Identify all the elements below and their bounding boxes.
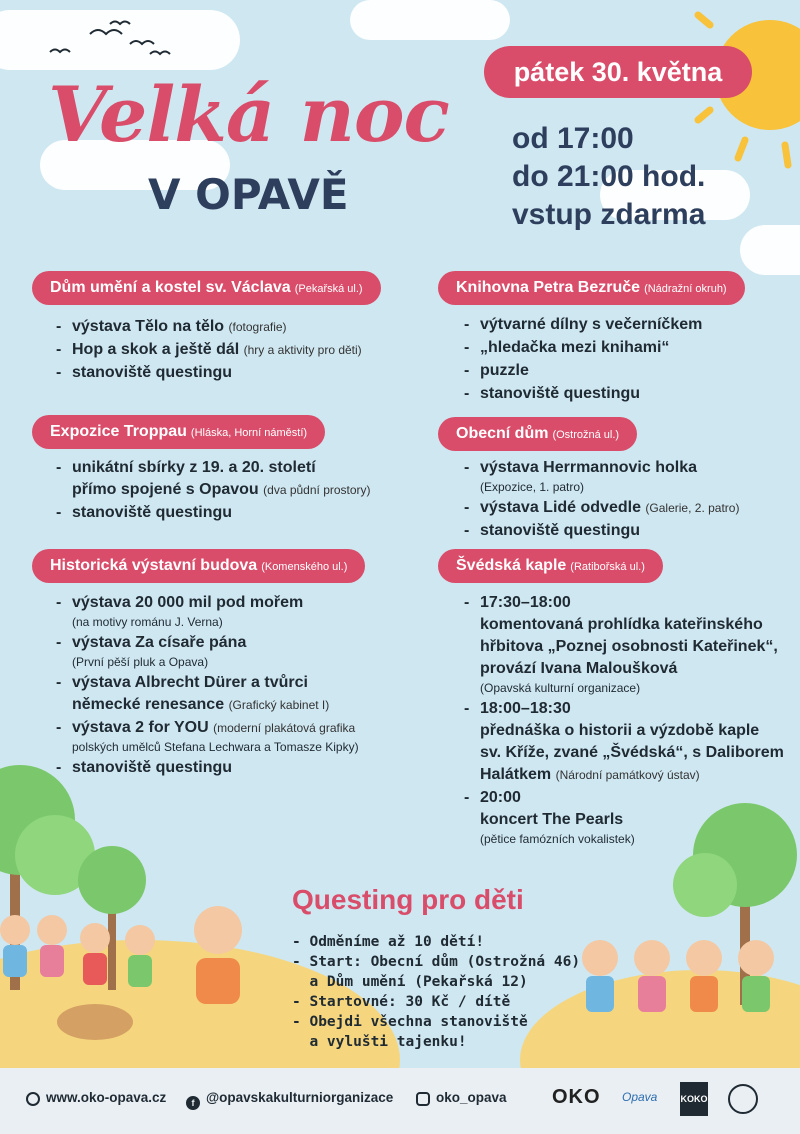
venue-historicka <box>32 549 365 583</box>
questing-line: - Startovné: 30 Kč / dítě <box>292 994 511 1010</box>
list-item: - stanoviště questingu <box>464 383 784 405</box>
venue-list-knihovna <box>464 314 784 406</box>
questing-line: - Odměníme až 10 dětí! <box>292 934 485 950</box>
list-item: - výstava 20 000 mil pod mořem (na motivy románu J. Verna) <box>56 592 426 631</box>
cloud <box>740 225 800 275</box>
venue-address: (Pekařská ul.) <box>294 283 363 295</box>
globe-icon <box>26 1092 40 1106</box>
questing-line: - Obejdi všechna stanoviště <box>292 1014 528 1030</box>
venue-list-historicka <box>56 592 426 780</box>
cloud <box>350 0 510 40</box>
list-item: - Hop a skok a ještě dál (hry a aktivity pro děti) <box>56 339 416 361</box>
venue-name: Knihovna Petra Bezruče <box>456 279 641 296</box>
time-to: do 21:00 hod. <box>512 160 706 193</box>
entry-free: vstup zdarma <box>512 198 706 231</box>
questing-line: - Start: Obecní dům (Ostrožná 46) <box>292 954 581 970</box>
list-item: - puzzle <box>464 360 784 382</box>
venue-address: (Nádražní okruh) <box>644 283 727 295</box>
list-item: - výstava 2 for YOU (moderní plakátová grafika polských umělců Stefana Lechwara a Tomasze Kipky) <box>56 717 426 756</box>
venue-dum-umeni <box>32 271 381 305</box>
list-item: - stanoviště questingu <box>56 362 416 384</box>
questing-info <box>292 932 580 1052</box>
facebook-icon: f <box>186 1096 200 1110</box>
time-from: od 17:00 <box>512 122 634 155</box>
venue-list-troppau <box>56 457 416 525</box>
instagram-link[interactable]: oko_opava <box>416 1090 507 1106</box>
museum-logo <box>728 1084 758 1114</box>
event-subtitle: V OPAVĚ <box>148 170 349 219</box>
questing-title: Questing pro děti <box>292 884 524 915</box>
list-item: - výtvarné dílny s večerníčkem <box>464 314 784 336</box>
list-item: - výstava Herrmannovic holka (Expozice, 1. patro) <box>464 457 784 496</box>
questing-line: a vylušti tajenku! <box>292 1034 467 1050</box>
venue-name: Švédská kaple <box>456 557 567 574</box>
list-item: - „hledačka mezi knihami“ <box>464 337 784 359</box>
list-item: - 17:30–18:00 komentovaná prohlídka kateřinského hřbitova „Poznej osobnosti Kateřinek“, provází Ivana Maloušková (Opavská kulturní organizace) <box>464 592 784 697</box>
list-item: - unikátní sbírky z 19. a 20. století přímo spojené s Opavou (dva půdní prostory) <box>56 457 416 501</box>
questing-line: a Dům umění (Pekařská 12) <box>292 974 528 990</box>
list-item: - výstava Za císaře pána (První pěší pluk a Opava) <box>56 632 426 671</box>
venue-name: Historická výstavní budova <box>50 557 258 574</box>
venue-list-obecni-dum <box>464 457 784 543</box>
oko-logo: OKO <box>552 1086 601 1108</box>
venue-list-dum-umeni <box>56 316 416 385</box>
venue-address: (Hláska, Horní náměstí) <box>190 427 308 439</box>
facebook-link[interactable]: f @opavskakulturniorganizace <box>186 1090 393 1110</box>
list-item: - výstava Lidé odvedle (Galerie, 2. patro) <box>464 497 784 519</box>
list-item: - výstava Tělo na tělo (fotografie) <box>56 316 416 338</box>
list-item: - stanoviště questingu <box>464 520 784 542</box>
footer <box>0 1068 800 1134</box>
list-item: - stanoviště questingu <box>56 502 416 524</box>
venue-name: Expozice Troppau <box>50 423 187 440</box>
venue-obecni-dum <box>438 417 637 451</box>
venue-address: (Ratibořská ul.) <box>570 561 645 573</box>
venue-address: (Ostrožná ul.) <box>552 429 620 441</box>
list-item: - výstava Albrecht Dürer a tvůrci německé renesance (Grafický kabinet I) <box>56 672 426 716</box>
instagram-icon <box>416 1092 430 1106</box>
list-item: - stanoviště questingu <box>56 757 426 779</box>
venue-knihovna <box>438 271 745 305</box>
venue-name: Obecní dům <box>456 425 549 442</box>
birds-icon <box>30 14 180 64</box>
website-link[interactable]: www.oko-opava.cz <box>26 1090 166 1106</box>
list-item: - 18:00–18:30 přednáška o historii a výzdobě kaple sv. Kříže, zvané „Švédská“, s Daliborem Halátkem (Národní památkový ústav) <box>464 698 784 786</box>
koko-logo: KOKO <box>680 1082 708 1116</box>
time-info <box>512 120 705 234</box>
venue-address: (Komenského ul.) <box>261 561 348 573</box>
venue-svedska-kaple <box>438 549 663 583</box>
list-item: - 20:00 koncert The Pearls (pětice famózních vokalistek) <box>464 787 784 848</box>
event-title: Velká noc <box>48 70 449 159</box>
venue-name: Dům umění a kostel sv. Václava <box>50 279 291 296</box>
date-badge: pátek 30. května <box>484 46 752 98</box>
opava-logo: Opava <box>622 1090 658 1104</box>
venue-troppau <box>32 415 325 449</box>
